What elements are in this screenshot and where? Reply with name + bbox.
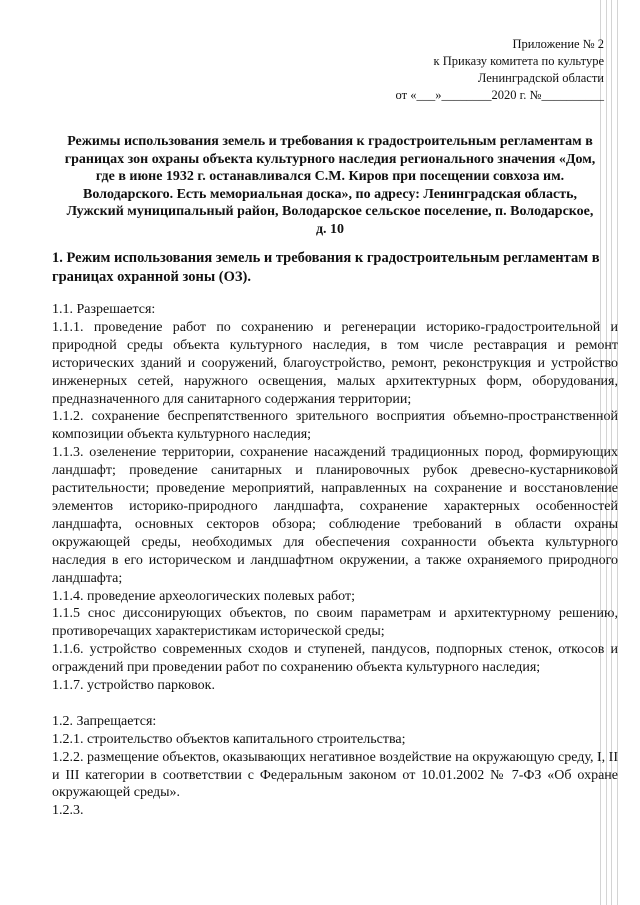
clause-1-2-2: 1.2.2. размещение объектов, оказывающих негативное воздействие на окружающую среду, I, II и III категории в соответствии с Федеральным законом от 10.01.2002 № 7-ФЗ «Об охране окружающей среды». bbox=[52, 749, 618, 801]
clause-1-1-1: 1.1.1. проведение работ по сохранению и регенерации историко-градостроительной и природной среды объекта культурного наследия, в том числе реставрация и ремонт исторических зданий и сооружений, благоустройство, ремонт, реконструкция и устройство инженерных сетей, наружного освещения, малых архитектурных форм, оборудования, предназначенного для санитарного содержания территории; bbox=[52, 319, 618, 407]
appendix-date-line: от «___»________2020 г. №__________ bbox=[395, 88, 604, 102]
clause-1-1-7: 1.1.7. устройство парковок. bbox=[52, 678, 215, 694]
clause-1-1-6: 1.1.6. устройство современных сходов и ступеней, пандусов, подпорных стенок, откосов и ограждений при проведении работ по сохранению объекта культурного наследия; bbox=[52, 642, 618, 676]
document-title: Режимы использования земель и требования к градостроительным регламентам в границах зон охраны объекта культурного наследия регионального значения «Дом, где в июне 1932 г. останавливался С.М. Киров при посещении совхоза им. Володарского. Есть мемориальная доска», по адресу: Ленинградская область, Лужский муниципальный район, Володарское сельское поселение, п. Володарское, д. 10 bbox=[64, 134, 596, 237]
clause-1-1-2: 1.1.2. сохранение беспрепятственного зрительного восприятия объемно-пространственной композиции объекта культурного наследия; bbox=[52, 409, 618, 443]
appendix-number: Приложение № 2 bbox=[512, 37, 604, 51]
appendix-region: Ленинградской области bbox=[477, 71, 604, 85]
clause-1-1-4: 1.1.4. проведение археологических полевых работ; bbox=[52, 588, 355, 604]
clause-1-1-3: 1.1.3. озеленение территории, сохранение насаждений традиционных пород, формирующих ландшафт; проведение санитарных и планировочных рубок древесно-кустарниковой растительности; проведение мероприятий, направленных на сохранение и восстановление элементов историко-природного ландшафта, сохранение характерных особенностей ландшафта, основных секторов обзора; соблюдение требований в области охраны окружающей среды, необходимых для обеспечения сохранности объекта культурного наследия в его историческом и ландшафтном окружении, а также охраняемого природного ландшафта; bbox=[52, 445, 618, 586]
document-body bbox=[52, 301, 618, 820]
appendix-header bbox=[354, 36, 604, 104]
clause-1-1-5: 1.1.5 снос диссонирующих объектов, по своим параметрам и архитектурному решению, противоречащих характеристикам исторической среды; bbox=[52, 606, 618, 640]
prohibited-heading: 1.2. Запрещается: bbox=[52, 713, 157, 729]
clause-1-2-3: 1.2.3. bbox=[52, 803, 84, 819]
appendix-order: к Приказу комитета по культуре bbox=[433, 54, 604, 68]
section-heading: 1. Режим использования земель и требования к градостроительным регламентам в границах охранной зоны (ОЗ). bbox=[52, 250, 600, 285]
paragraph-gap bbox=[52, 695, 618, 713]
allowed-heading: 1.1. Разрешается: bbox=[52, 302, 156, 317]
clause-1-2-1: 1.2.1. строительство объектов капитального строительства; bbox=[52, 731, 406, 747]
